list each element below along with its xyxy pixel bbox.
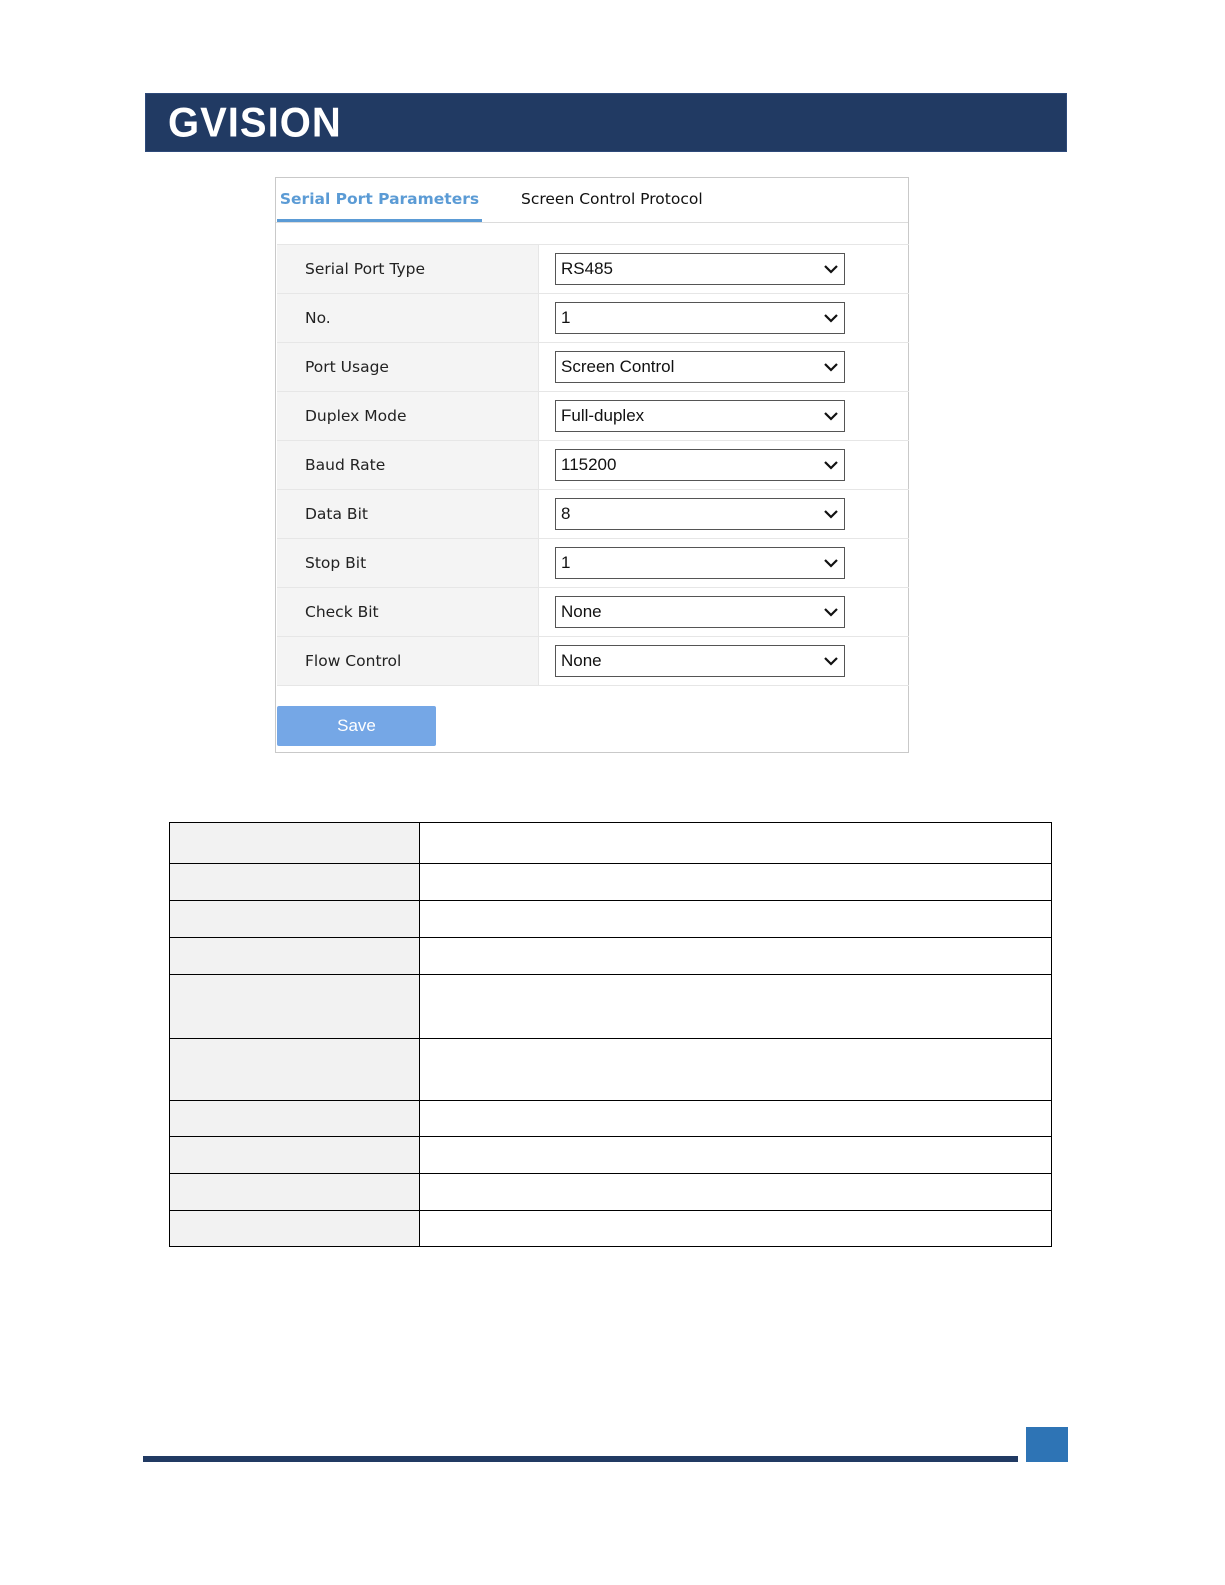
table-row	[170, 1137, 1052, 1174]
chevron-down-icon	[822, 407, 840, 425]
tab-serial-port-parameters[interactable]: Serial Port Parameters	[277, 178, 482, 222]
form-row-check-bit	[277, 588, 909, 637]
select-value: 1	[561, 553, 571, 572]
form-row-no	[277, 294, 909, 343]
table-row	[170, 901, 1052, 938]
table-cell	[170, 938, 420, 975]
table-row	[170, 864, 1052, 901]
field-label: Data Bit	[277, 490, 539, 538]
field-label: Stop Bit	[277, 539, 539, 587]
field-label: No.	[277, 294, 539, 342]
serial-port-settings-panel	[275, 177, 909, 753]
check-bit-select[interactable]	[555, 596, 845, 628]
table-row	[170, 1211, 1052, 1247]
field-label: Flow Control	[277, 637, 539, 685]
flow-control-select[interactable]	[555, 645, 845, 677]
tab-bar	[276, 178, 908, 223]
table-cell	[420, 901, 1052, 938]
data-bit-select[interactable]	[555, 498, 845, 530]
table-header-cell	[420, 823, 1052, 864]
table-cell	[420, 1137, 1052, 1174]
select-value: None	[561, 651, 602, 670]
table-header-cell	[170, 823, 420, 864]
serial-port-type-select[interactable]	[555, 253, 845, 285]
form-row-port-usage	[277, 343, 909, 392]
settings-form	[277, 244, 909, 686]
chevron-down-icon	[822, 358, 840, 376]
table-cell	[170, 864, 420, 901]
select-value: 115200	[561, 455, 617, 474]
description-table	[169, 822, 1052, 1247]
duplex-mode-select[interactable]	[555, 400, 845, 432]
table-cell	[420, 864, 1052, 901]
save-button[interactable]: Save	[277, 706, 436, 746]
tab-screen-control-protocol[interactable]: Screen Control Protocol	[521, 190, 703, 208]
table-header-row	[170, 823, 1052, 864]
brand-logo: GVISION	[168, 99, 342, 147]
select-value: Full-duplex	[561, 406, 645, 425]
field-label: Port Usage	[277, 343, 539, 391]
table-row	[170, 938, 1052, 975]
table-cell	[420, 1101, 1052, 1137]
table-cell	[170, 1211, 420, 1247]
form-row-duplex-mode	[277, 392, 909, 441]
chevron-down-icon	[822, 603, 840, 621]
select-value: 8	[561, 504, 571, 523]
select-value: None	[561, 602, 602, 621]
table-cell	[170, 1137, 420, 1174]
table-cell	[170, 1101, 420, 1137]
chevron-down-icon	[822, 309, 840, 327]
table-row	[170, 1039, 1052, 1101]
table-row	[170, 975, 1052, 1039]
page-number-box	[1026, 1427, 1068, 1462]
form-row-data-bit	[277, 490, 909, 539]
table-cell	[170, 901, 420, 938]
table-cell	[170, 975, 420, 1039]
table-cell	[420, 938, 1052, 975]
table-row	[170, 1101, 1052, 1137]
table-row	[170, 1174, 1052, 1211]
chevron-down-icon	[822, 505, 840, 523]
form-row-serial-port-type	[277, 244, 909, 294]
table-cell	[420, 1211, 1052, 1247]
table-cell	[170, 1174, 420, 1211]
stop-bit-select[interactable]	[555, 547, 845, 579]
chevron-down-icon	[822, 260, 840, 278]
select-value: RS485	[561, 259, 613, 278]
field-label: Duplex Mode	[277, 392, 539, 440]
chevron-down-icon	[822, 652, 840, 670]
table-cell	[420, 975, 1052, 1039]
port-number-select[interactable]	[555, 302, 845, 334]
form-row-stop-bit	[277, 539, 909, 588]
field-label: Serial Port Type	[277, 245, 539, 293]
form-row-baud-rate	[277, 441, 909, 490]
field-label: Check Bit	[277, 588, 539, 636]
select-value: 1	[561, 308, 571, 327]
port-usage-select[interactable]	[555, 351, 845, 383]
header-banner	[145, 93, 1067, 152]
chevron-down-icon	[822, 456, 840, 474]
field-label: Baud Rate	[277, 441, 539, 489]
table-cell	[420, 1039, 1052, 1101]
table-cell	[420, 1174, 1052, 1211]
table-cell	[170, 1039, 420, 1101]
form-row-flow-control	[277, 637, 909, 686]
baud-rate-select[interactable]	[555, 449, 845, 481]
select-value: Screen Control	[561, 357, 675, 376]
chevron-down-icon	[822, 554, 840, 572]
footer-rule	[143, 1456, 1018, 1462]
